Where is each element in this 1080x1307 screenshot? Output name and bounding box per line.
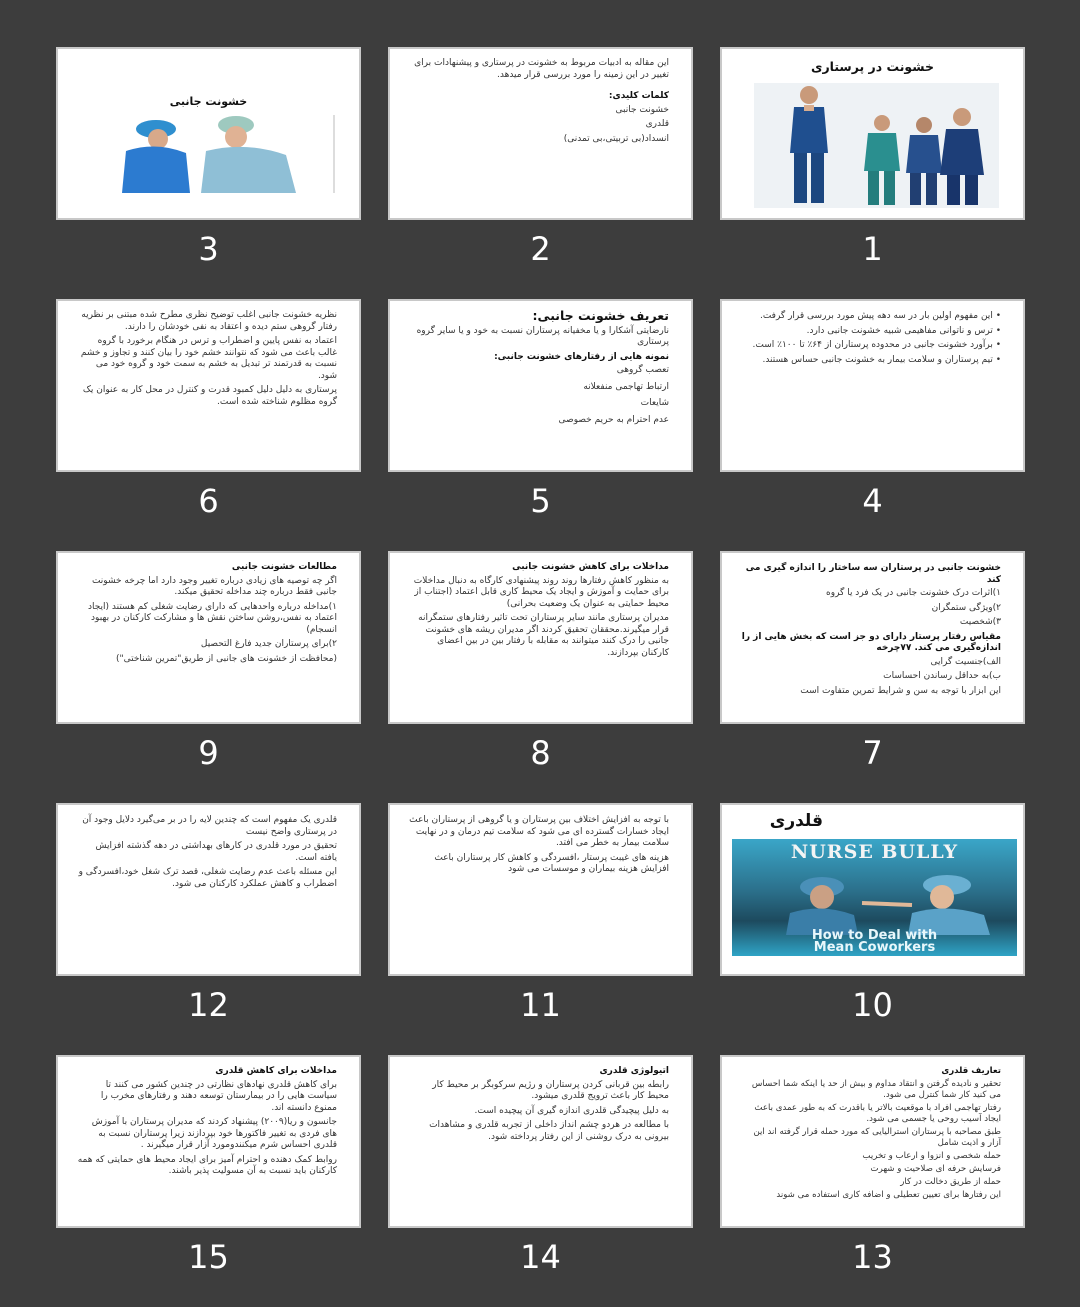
slide-text: این مقاله به ادبیات مربوط به خشونت در پرستاری و پیشنهادات برای تغییر در این زمینه را مورد بررسی قرار میدهد. [414, 58, 669, 80]
slide-text: رفتار تهاجمی افراد با موقعیت بالاتر یا باقدرت که به طور عمدی باعث ایجاد آسیب روحی یا جسمی می شود. [754, 1103, 1001, 1124]
slide-cell-8 [388, 551, 693, 803]
list-item: ب)به حداقل رساندن احساسات [883, 671, 1001, 681]
list-item: ۲)ویژگی ستمگران [931, 602, 1001, 613]
slide-number: 4 [862, 482, 883, 520]
bullet-item: • این مفهوم اولین بار در سه دهه پیش مورد بررسی قرار گرفت. [759, 311, 1001, 321]
list-item: ۳)شخصیت [959, 617, 1001, 627]
slide-text: این رفتارها برای تعیین تعطیلی و اضافه کاری استفاده می شوند [776, 1190, 1001, 1200]
slide-text: با مطالعه در هردو چشم انداز داخلی از تجربه قلدری و مشاهدات بیرونی به درک روشنی از این رفتار پرداخته شود. [429, 1120, 669, 1142]
nurses-confrontation-image [762, 865, 1002, 935]
slide-cell-2 [388, 47, 693, 299]
slide-text: نارضایتی آشکارا و یا مخفیانه پرستاران نسبت به خود و یا سایر گروه پرستاری [416, 325, 669, 347]
slide-thumbnail-10[interactable] [720, 803, 1025, 976]
slide-text: روابط کمک دهنده و احترام آمیز برای ایجاد محیط های حمایتی که همه کارکنان باید نسبت به آن مسولیت پذیر باشند. [77, 1154, 337, 1176]
slide-number: 11 [520, 986, 561, 1024]
slide-text: (محافظت از خشونت های جانبی از طریق"تمرین شناختی") [115, 653, 337, 664]
keyword-item: قلدری [645, 119, 669, 129]
slide-number: 9 [198, 734, 219, 772]
nurses-argument-image [86, 115, 336, 193]
slide-text: ۲)برای پرستاران جدید فارغ التحصیل [200, 639, 337, 649]
keyword-item: خشونت جانبی [615, 104, 669, 115]
slide-cell-13 [720, 1055, 1025, 1307]
slide-title: خشونت در پرستاری [810, 59, 935, 74]
slide-text: پرستاری به دلیل دلیل کمبود قدرت و کنترل در محل کار به عنوان یک گروه مظلوم شناخته شده است. [82, 385, 337, 407]
bullet-item: • تیم پرستاران و سلامت بیمار به خشونت جانبی حساس هستند. [762, 354, 1001, 365]
slide-text: حمله از طریق دخالت در کار [900, 1177, 1001, 1187]
list-item: ۱)اثرات درک خشونت جانبی در یک فرد یا گروه [826, 588, 1001, 598]
slide-cell-4 [720, 299, 1025, 551]
slide-number: 8 [530, 734, 551, 772]
slide-number: 14 [520, 1238, 561, 1276]
slide-sorter-grid [55, 47, 1025, 1307]
slide-cell-9 [56, 551, 361, 803]
slide-heading: مداخلات برای کاهش قلدری [215, 1066, 337, 1076]
slide-cell-11 [388, 803, 693, 1055]
list-item: الف)جنسیت گرایی [930, 656, 1001, 667]
slide-heading: نمونه هایی از رفتارهای خشونت جانبی: [494, 351, 669, 362]
bullet-item: • ترس و ناتوانی مفاهیمی شبیه خشونت جانبی دارد. [806, 325, 1001, 336]
slide-cell-12 [56, 803, 361, 1055]
slide-cell-14 [388, 1055, 693, 1307]
list-item: تعصب گروهی [616, 365, 669, 375]
slide-number: 15 [188, 1238, 229, 1276]
slide-heading: کلمات کلیدی: [608, 91, 669, 101]
slide-thumbnail-13[interactable] [720, 1055, 1025, 1228]
slide-text: این مسئله باعث عدم رضایت شغلی، قصد ترک شغل خود،افسردگی و اضطراب و کاهش عملکرد کارکنان می شود. [78, 867, 337, 889]
nurse-bully-banner-image [732, 839, 1017, 956]
slide-title: خشونت جانبی [169, 95, 248, 108]
slide-number: 13 [852, 1238, 893, 1276]
slide-cell-6 [56, 299, 361, 551]
slide-number: 2 [530, 230, 551, 268]
slide-text: مدیران پرستاری مانند سایر پرستاران تحت تاثیر رفتارهای ستمگرانه قرار میگیرند.محققان تحقیق کردند اگر مدیران ریشه های خشونت جانبی را درک کنند میتوانند به مقابله با رفتار بین در بین اعضای کارکنان بپردازند. [418, 613, 669, 658]
slide-text: تحقیر و نادیده گرفتن و انتقاد مداوم و بیش از حد یا اینکه شما احساس می کنید کار شما کنترل می شود. [751, 1079, 1001, 1100]
banner-heading: NURSE BULLY [790, 841, 959, 863]
list-item: عدم احترام به حریم خصوصی [558, 414, 669, 425]
slide-heading: مداخلات برای کاهش خشونت جانبی [512, 562, 669, 572]
slide-number: 7 [862, 734, 883, 772]
slide-text: اگر چه توصیه های زیادی درباره تغییر وجود دارد اما چرخه خشونت جانبی فقط درباره چند مداخله تحقیق میکند. [91, 575, 337, 597]
slide-number: 12 [188, 986, 229, 1024]
slide-heading: مقیاس رفتار پرستار دارای دو جز است که بخش هایی از را اندازه‌گیری می کند. ۷۷چرخه [741, 631, 1001, 653]
slide-thumbnail-14[interactable] [388, 1055, 693, 1228]
slide-text: طبق مصاحبه با پرستاران استرالیایی که مورد حمله قرار گرفته اند این آزار و اذیت شامل [753, 1127, 1001, 1148]
banner-subtitle: How to Deal with Mean Coworkers [811, 928, 938, 955]
slide-thumbnail-2[interactable] [388, 47, 693, 220]
bullet-item: • برآورد خشونت جانبی در محدوده پرستاران از ۶۴٪ تا ۱۰۰٪ است. [752, 340, 1001, 350]
slide-heading: خشونت جانبی در پرستاران سه ساختار را اندازه گیری می کند [745, 563, 1001, 585]
slide-thumbnail-9[interactable] [56, 551, 361, 724]
slide-cell-1 [720, 47, 1025, 299]
slide-text: قلدری یک مفهوم است که چندین لایه را در بر می‌گیرد دلایل وجود آن در پرستاری واضح نیست [82, 815, 337, 837]
slide-text: برای کاهش قلدری نهادهای نظارتی در چندین کشور می کنند تا سیاست هایی را در بیمارستان توسعه دهند و رفتارهای مخرب را ممنوع دانسته اند. [100, 1079, 337, 1113]
slide-text: با توجه به افزایش اختلاف بین پرستاران و یا گروهی از پرستاران باعث ایجاد خسارات گسترده ای می شود که سلامت تیم درمان و در نهایت سلامت بیمار به خطر می افتد. [409, 815, 669, 848]
slide-thumbnail-7[interactable] [720, 551, 1025, 724]
slide-text: نظریه خشونت جانبی اغلب توضیح نظری مطرح شده مبتنی بر نظریه رفتار گروهی ستم دیده و اعتقاد به نفی خودشان را دارند. [81, 310, 337, 332]
slide-cell-3 [56, 47, 361, 299]
slide-heading: تعاریف قلدری [941, 1066, 1001, 1076]
slide-cell-15 [56, 1055, 361, 1307]
slide-cell-5 [388, 299, 693, 551]
slide-thumbnail-5[interactable] [388, 299, 693, 472]
slide-text: تحقیق در مورد قلدری در کارهای بهداشتی در دهه گذشته افزایش یافته است. [95, 841, 337, 863]
slide-text: ۱)مداخله درباره واحدهایی که دارای رضایت شغلی کم هستند (ایجاد اعتماد به نفس،روشن ساختن نقش ها و مشارکت کارکنان در بهبود انسجام) [87, 601, 337, 635]
list-item: شایعات [640, 398, 669, 408]
slide-text: به منظور کاهش رفتارها روند روند پیشنهادی کارگاه به دنبال مداخلات برای حمایت و آموزش و ایجاد یک محیط کاری قابل اعتماد (اجتناب از محیط حمایتی به عنوان یک وضعیت بحرانی) [413, 575, 669, 609]
nurses-group-image [754, 83, 999, 208]
slide-number: 3 [198, 230, 219, 268]
slide-number: 6 [198, 482, 219, 520]
slide-number: 5 [530, 482, 551, 520]
list-item: این ابزار با توجه به سن و شرایط تمرین متفاوت است [800, 685, 1001, 696]
slide-text: رابطه بین قربانی کردن پرستاران و رژیم سرکوبگر بر محیط کار محیط کار باعث ترویج قلدری میشود. [432, 1079, 669, 1101]
list-item: ارتباط تهاجمی منفعلانه [583, 381, 669, 392]
slide-thumbnail-15[interactable] [56, 1055, 361, 1228]
slide-text: حمله شخصی و انزوا و ارعاب و تخریب [862, 1151, 1001, 1161]
slide-text: فرسایش حرفه ای صلاحیت و شهرت [870, 1164, 1001, 1174]
slide-thumbnail-11[interactable] [388, 803, 693, 976]
slide-cell-10 [720, 803, 1025, 1055]
keyword-item: انسداد(بی تربیتی،بی تمدنی) [563, 133, 669, 144]
slide-heading: اتیولوژی قلدری [599, 1066, 669, 1076]
slide-number: 10 [852, 986, 893, 1024]
slide-number: 1 [862, 230, 883, 268]
slide-text: جانسون و ریا(۲۰۰۹) پیشنهاد کردند که مدیران پرستاران با آموزش های فردی به تغییر فاکتورها خود بپردازند زیرا پرستاران نسبت به قلدری احساس شرم میکنندومورد آزار قرار میگیرند . [91, 1117, 337, 1150]
slide-thumbnail-6[interactable] [56, 299, 361, 472]
slide-text: هزینه های غیبت پرستار ،افسردگی و کاهش کار پرستاران باعث افزایش هزینه بیماران و موسسات می شود [434, 852, 669, 874]
slide-text: اعتماد به نفس پایین و اضطراب و ترس در هنگام برخورد با گروه غالب باعث می شود که نتوانند خشم خود را بیان کنند و تجاوز و خشم نسبت به قدرتمند تر تبدیل به خشم به سمت خود و گروه خود می شود. [80, 336, 337, 381]
slide-thumbnail-3[interactable] [56, 47, 361, 220]
slide-cell-7 [720, 551, 1025, 803]
slide-heading: مطالعات خشونت جانبی [231, 562, 337, 572]
slide-title: تعریف خشونت جانبی: [532, 308, 669, 323]
slide-text: به دلیل پیچیدگی قلدری اندازه گیری آن پیچیده است. [474, 1105, 669, 1116]
slide-thumbnail-4[interactable] [720, 299, 1025, 472]
slide-thumbnail-8[interactable] [388, 551, 693, 724]
slide-thumbnail-1[interactable] [720, 47, 1025, 220]
slide-thumbnail-12[interactable] [56, 803, 361, 976]
slide-title: قلدری [769, 811, 823, 831]
